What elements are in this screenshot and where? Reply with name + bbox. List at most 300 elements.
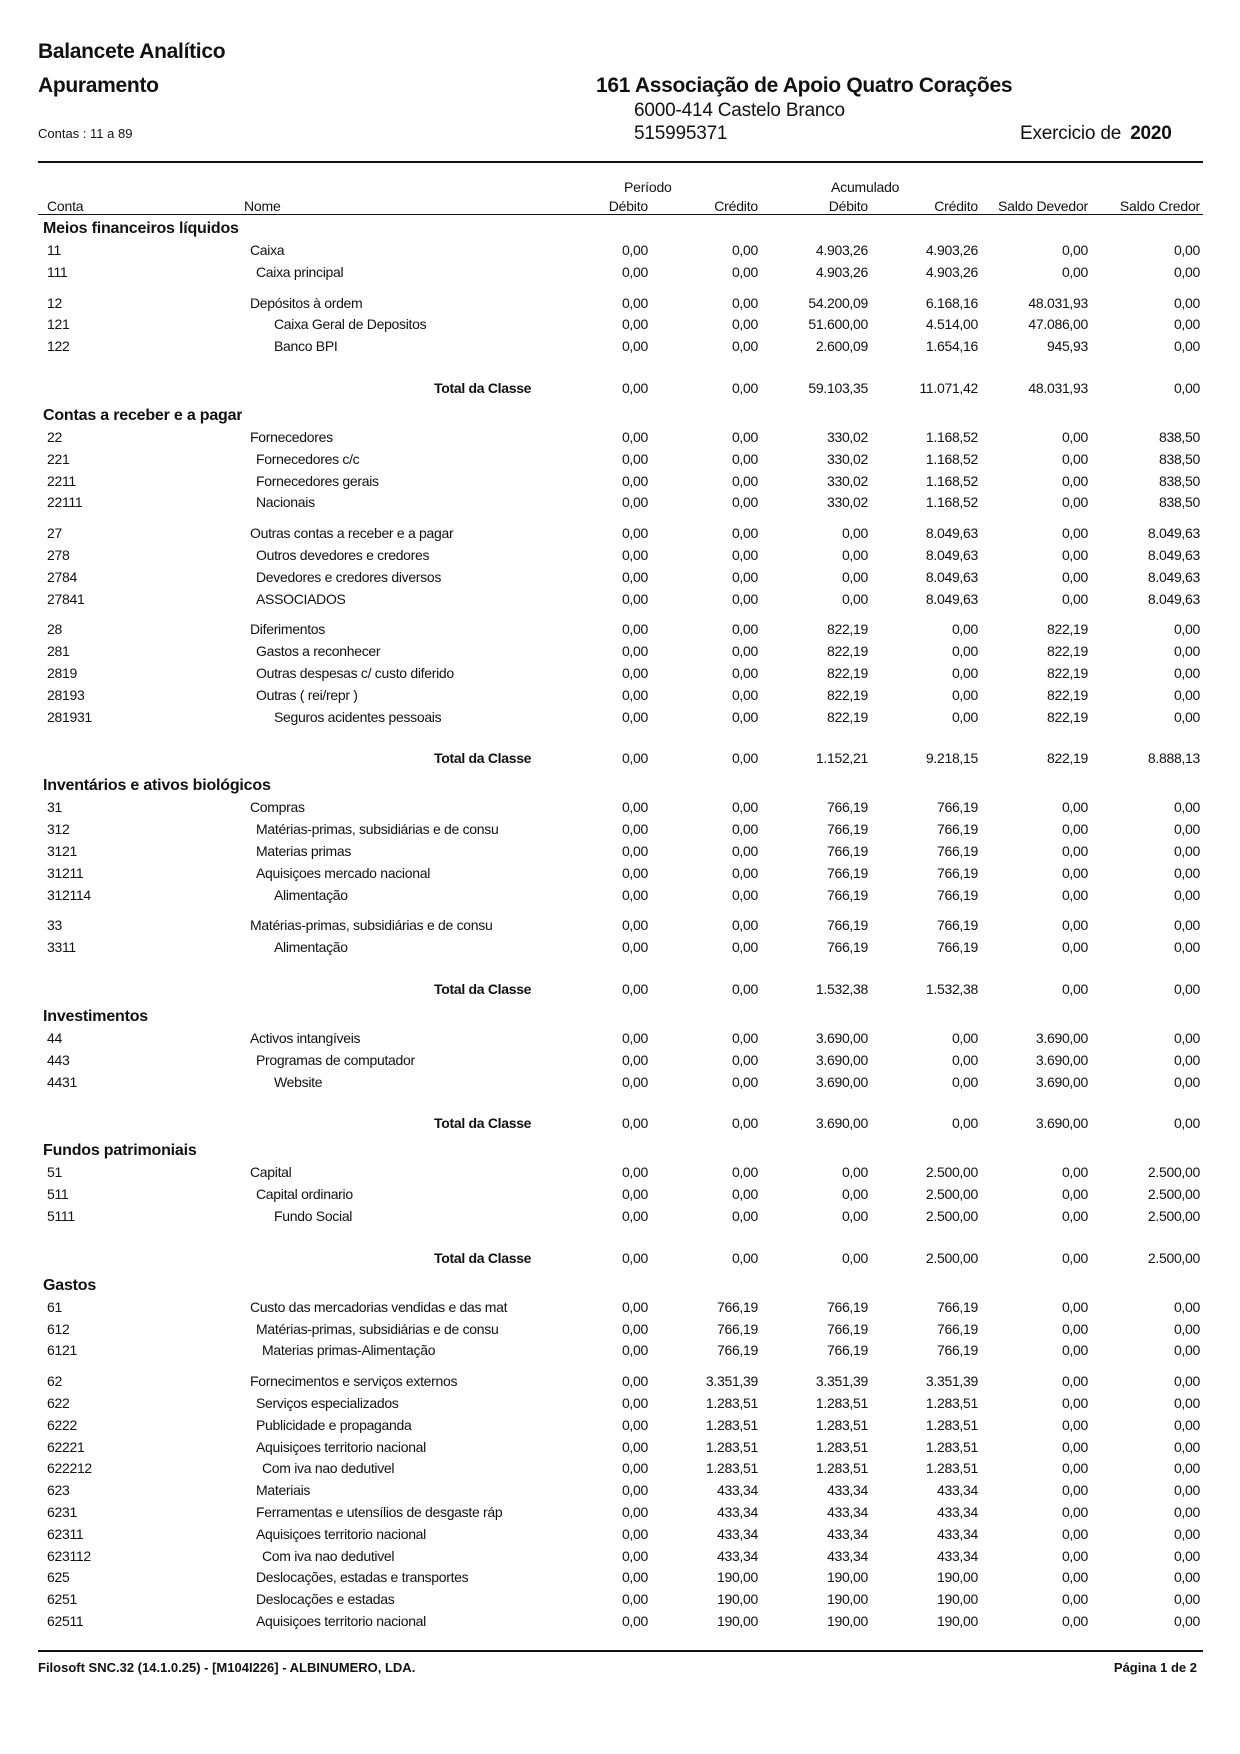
amount-cell: 0,00 xyxy=(731,1030,758,1046)
amount-cell: 766,19 xyxy=(936,886,978,903)
amount-cell: 0,00 xyxy=(1173,1438,1200,1455)
account-name: Matérias-primas, subsidiárias e de consu xyxy=(256,821,499,838)
amount-cell: 0,00 xyxy=(731,686,758,703)
amount-cell: 0,00 xyxy=(1173,1051,1200,1068)
amount-cell: 0,00 xyxy=(1173,1342,1200,1359)
amount-cell: 766,19 xyxy=(826,864,868,881)
amount-cell: 1.283,51 xyxy=(705,1395,758,1411)
account-code: 312114 xyxy=(47,886,91,903)
class-total-amount: 0,00 xyxy=(621,981,648,997)
amount-cell: 433,34 xyxy=(826,1482,868,1499)
amount-cell: 0,00 xyxy=(731,472,758,489)
class-total-amount: 3.690,00 xyxy=(1035,1115,1088,1132)
account-name: Fornecedores c/c xyxy=(256,450,360,467)
amount-cell: 0,00 xyxy=(621,708,648,725)
amount-cell: 766,19 xyxy=(716,1320,758,1337)
amount-cell: 0,00 xyxy=(1173,643,1200,660)
account-code: 28193 xyxy=(47,686,85,703)
amount-cell: 0,00 xyxy=(731,568,758,585)
amount-cell: 822,19 xyxy=(1046,665,1088,681)
amount-cell: 766,19 xyxy=(826,821,868,838)
header-divider xyxy=(38,161,1203,163)
amount-cell: 0,00 xyxy=(1173,1504,1200,1520)
amount-cell: 0,00 xyxy=(621,686,648,703)
amount-cell: 0,00 xyxy=(731,1073,758,1090)
amount-cell: 0,00 xyxy=(731,590,758,607)
account-code: 2211 xyxy=(47,472,76,489)
footer-software: Filosoft SNC.32 (14.1.0.25) - [M104I226] - ALBINUMERO, LDA. xyxy=(38,1660,416,1675)
amount-cell: 766,19 xyxy=(826,939,868,956)
amount-cell: 0,00 xyxy=(1173,1591,1200,1608)
amount-cell: 0,00 xyxy=(841,1208,868,1224)
amount-cell: 0,00 xyxy=(621,1320,648,1337)
amount-cell: 0,00 xyxy=(621,864,648,881)
account-code: 33 xyxy=(47,917,62,934)
account-name: Fundo Social xyxy=(274,1208,353,1224)
account-name: Website xyxy=(274,1073,323,1090)
account-name: Caixa principal xyxy=(256,263,344,280)
class-total-amount: 0,00 xyxy=(1173,1115,1200,1132)
account-code: 625 xyxy=(47,1569,70,1586)
amount-cell: 0,00 xyxy=(1173,1460,1200,1477)
amount-cell: 1.283,51 xyxy=(815,1438,868,1455)
amount-cell: 2.600,09 xyxy=(815,338,868,355)
account-code: 28 xyxy=(47,621,62,638)
account-code: 2819 xyxy=(47,665,77,681)
amount-cell: 0,00 xyxy=(731,799,758,816)
amount-cell: 0,00 xyxy=(731,821,758,838)
amount-cell: 0,00 xyxy=(1173,316,1200,333)
amount-cell: 3.690,00 xyxy=(1035,1073,1088,1090)
class-total-label: Total da Classe xyxy=(434,981,532,997)
amount-cell: 0,00 xyxy=(621,1073,648,1090)
class-total-amount: 59.103,35 xyxy=(808,380,868,396)
amount-cell: 822,19 xyxy=(1046,643,1088,660)
amount-cell: 2.500,00 xyxy=(1147,1164,1200,1181)
amount-cell: 0,00 xyxy=(621,1208,648,1224)
account-code: 281931 xyxy=(47,708,92,725)
account-code: 511 xyxy=(47,1186,69,1203)
account-name: Alimentação xyxy=(274,886,348,903)
amount-cell: 0,00 xyxy=(731,1051,758,1068)
amount-cell: 0,00 xyxy=(1061,939,1088,956)
exercise-label: Exercicio de xyxy=(1020,123,1122,144)
amount-cell: 0,00 xyxy=(621,338,648,355)
account-name: Capital xyxy=(250,1164,292,1181)
amount-cell: 766,19 xyxy=(826,843,868,859)
amount-cell: 0,00 xyxy=(621,525,648,542)
class-total-amount: 0,00 xyxy=(1173,380,1200,396)
amount-cell: 822,19 xyxy=(1046,686,1088,703)
account-name: Materias primas-Alimentação xyxy=(262,1342,436,1359)
amount-cell: 0,00 xyxy=(621,547,648,563)
amount-cell: 8.049,63 xyxy=(1147,525,1200,542)
amount-cell: 766,19 xyxy=(826,917,868,934)
account-name: Caixa Geral de Depositos xyxy=(274,316,427,333)
account-code: 61 xyxy=(47,1298,62,1315)
amount-cell: 1.168,52 xyxy=(925,450,978,467)
amount-cell: 0,00 xyxy=(621,472,648,489)
amount-cell: 0,00 xyxy=(731,494,758,511)
account-code: 3121 xyxy=(47,843,77,859)
amount-cell: 47.086,00 xyxy=(1028,316,1088,333)
section-title: Investimentos xyxy=(43,1008,148,1025)
amount-cell: 0,00 xyxy=(731,338,758,355)
account-name: Custo das mercadorias vendidas e das mat xyxy=(250,1298,508,1315)
amount-cell: 766,19 xyxy=(936,864,978,881)
amount-cell: 0,00 xyxy=(621,1482,648,1499)
account-name: Banco BPI xyxy=(274,338,338,355)
amount-cell: 4.903,26 xyxy=(925,263,978,280)
report-title: Balancete Analítico xyxy=(38,40,226,63)
amount-cell: 0,00 xyxy=(621,1373,648,1390)
amount-cell: 1.168,52 xyxy=(925,472,978,489)
amount-cell: 0,00 xyxy=(731,525,758,542)
class-total-amount: 9.218,15 xyxy=(925,750,978,767)
amount-cell: 0,00 xyxy=(1061,799,1088,816)
account-name: Fornecimentos e serviços externos xyxy=(250,1373,458,1390)
amount-cell: 0,00 xyxy=(621,316,648,333)
amount-cell: 0,00 xyxy=(621,242,648,258)
account-name: Matérias-primas, subsidiárias e de consu xyxy=(250,917,493,934)
class-total-amount: 0,00 xyxy=(731,1115,758,1132)
amount-cell: 3.690,00 xyxy=(1035,1051,1088,1068)
amount-cell: 0,00 xyxy=(731,708,758,725)
amount-cell: 766,19 xyxy=(936,1298,978,1315)
amount-cell: 0,00 xyxy=(951,1073,978,1090)
amount-cell: 0,00 xyxy=(1061,1298,1088,1315)
amount-cell: 190,00 xyxy=(826,1591,868,1608)
account-name: Matérias-primas, subsidiárias e de consu xyxy=(256,1320,499,1337)
amount-cell: 3.690,00 xyxy=(815,1030,868,1046)
amount-cell: 0,00 xyxy=(621,1613,648,1629)
amount-cell: 0,00 xyxy=(731,429,758,445)
column-acumulado-credito: Crédito xyxy=(934,198,978,214)
amount-cell: 1.283,51 xyxy=(925,1395,978,1411)
amount-cell: 0,00 xyxy=(841,568,868,585)
account-name: Fornecedores gerais xyxy=(256,472,379,489)
exercise-year xyxy=(1020,123,1172,145)
amount-cell: 0,00 xyxy=(621,886,648,903)
account-code: 51 xyxy=(47,1164,62,1181)
amount-cell: 0,00 xyxy=(621,494,648,511)
account-code: 27 xyxy=(47,525,62,542)
amount-cell: 766,19 xyxy=(936,1342,978,1359)
account-name: Com iva nao dedutivel xyxy=(262,1547,395,1564)
amount-cell: 8.049,63 xyxy=(925,590,978,607)
amount-cell: 822,19 xyxy=(826,665,868,681)
amount-cell: 4.903,26 xyxy=(815,242,868,258)
amount-cell: 0,00 xyxy=(1061,1164,1088,1181)
amount-cell: 0,00 xyxy=(1061,864,1088,881)
amount-cell: 8.049,63 xyxy=(925,568,978,585)
amount-cell: 0,00 xyxy=(1061,843,1088,859)
amount-cell: 0,00 xyxy=(1173,917,1200,934)
amount-cell: 2.500,00 xyxy=(925,1164,978,1181)
account-code: 612 xyxy=(47,1320,70,1337)
account-name: Aquisiçoes territorio nacional xyxy=(256,1438,426,1455)
column-saldo-credor: Saldo Credor xyxy=(1119,198,1200,214)
amount-cell: 0,00 xyxy=(1061,1342,1088,1359)
account-name: Outros devedores e credores xyxy=(256,547,430,563)
amount-cell: 3.690,00 xyxy=(815,1051,868,1068)
amount-cell: 0,00 xyxy=(1061,1395,1088,1411)
amount-cell: 0,00 xyxy=(1173,799,1200,816)
amount-cell: 0,00 xyxy=(731,1186,758,1203)
amount-cell: 0,00 xyxy=(1173,821,1200,838)
amount-cell: 0,00 xyxy=(951,643,978,660)
account-code: 5111 xyxy=(47,1208,75,1224)
account-code: 62311 xyxy=(47,1525,84,1542)
account-name: Deslocações e estadas xyxy=(256,1591,395,1608)
amount-cell: 2.500,00 xyxy=(1147,1186,1200,1203)
amount-cell: 838,50 xyxy=(1158,472,1200,489)
amount-cell: 0,00 xyxy=(1061,450,1088,467)
amount-cell: 0,00 xyxy=(1173,1030,1200,1046)
amount-cell: 0,00 xyxy=(621,821,648,838)
class-total-amount: 0,00 xyxy=(621,1115,648,1132)
amount-cell: 0,00 xyxy=(1061,1482,1088,1499)
organization-tax-id: 515995371 xyxy=(634,123,728,144)
account-code: 62221 xyxy=(47,1438,85,1455)
amount-cell: 0,00 xyxy=(841,590,868,607)
amount-cell: 766,19 xyxy=(826,1342,868,1359)
amount-cell: 0,00 xyxy=(1173,939,1200,956)
amount-cell: 0,00 xyxy=(621,1460,648,1477)
account-name: Aquisiçoes territorio nacional xyxy=(256,1613,426,1629)
class-total-amount: 0,00 xyxy=(731,1249,758,1266)
amount-cell: 0,00 xyxy=(621,1504,648,1520)
amount-cell: 0,00 xyxy=(731,547,758,563)
amount-cell: 766,19 xyxy=(936,821,978,838)
class-total-amount: 0,00 xyxy=(731,750,758,767)
amount-cell: 0,00 xyxy=(731,843,758,859)
amount-cell: 0,00 xyxy=(621,1525,648,1542)
account-name: Alimentação xyxy=(274,939,348,956)
amount-cell: 822,19 xyxy=(826,686,868,703)
account-name: Aquisiçoes territorio nacional xyxy=(256,1525,426,1542)
account-name: Fornecedores xyxy=(250,429,333,445)
amount-cell: 1.654,16 xyxy=(925,338,978,355)
amount-cell: 0,00 xyxy=(731,864,758,881)
amount-cell: 766,19 xyxy=(826,886,868,903)
amount-cell: 3.351,39 xyxy=(925,1373,978,1390)
amount-cell: 0,00 xyxy=(731,1164,758,1181)
account-code: 111 xyxy=(47,263,68,280)
amount-cell: 0,00 xyxy=(1061,1613,1088,1629)
class-total-amount: 0,00 xyxy=(621,1249,648,1266)
amount-cell: 3.351,39 xyxy=(815,1373,868,1390)
column-nome: Nome xyxy=(244,198,281,214)
amount-cell: 1.168,52 xyxy=(925,429,978,445)
amount-cell: 0,00 xyxy=(1061,1525,1088,1542)
account-code: 278 xyxy=(47,547,70,563)
amount-cell: 0,00 xyxy=(1173,1395,1200,1411)
amount-cell: 8.049,63 xyxy=(1147,547,1200,563)
amount-cell: 766,19 xyxy=(936,939,978,956)
amount-cell: 0,00 xyxy=(621,294,648,311)
amount-cell: 0,00 xyxy=(1061,1547,1088,1564)
amount-cell: 0,00 xyxy=(1061,1504,1088,1520)
amount-cell: 8.049,63 xyxy=(925,547,978,563)
amount-cell: 330,02 xyxy=(826,494,868,511)
amount-cell: 0,00 xyxy=(1173,1298,1200,1315)
exercise-year-value: 2020 xyxy=(1130,123,1172,144)
amount-cell: 8.049,63 xyxy=(1147,590,1200,607)
amount-cell: 766,19 xyxy=(936,1320,978,1337)
account-code: 44 xyxy=(47,1030,62,1046)
amount-cell: 0,00 xyxy=(621,939,648,956)
amount-cell: 4.903,26 xyxy=(925,242,978,258)
amount-cell: 433,34 xyxy=(826,1525,868,1542)
amount-cell: 0,00 xyxy=(1061,1373,1088,1390)
amount-cell: 1.283,51 xyxy=(815,1395,868,1411)
amount-cell: 822,19 xyxy=(1046,621,1088,638)
amount-cell: 0,00 xyxy=(951,686,978,703)
account-code: 281 xyxy=(47,643,70,660)
amount-cell: 0,00 xyxy=(1061,568,1088,585)
amount-cell: 0,00 xyxy=(621,1416,648,1433)
account-name: Deslocações, estadas e transportes xyxy=(256,1569,469,1586)
amount-cell: 0,00 xyxy=(621,1438,648,1455)
amount-cell: 0,00 xyxy=(731,1208,758,1224)
account-name: Nacionais xyxy=(256,494,315,511)
account-code: 11 xyxy=(47,242,61,258)
account-code: 443 xyxy=(47,1051,70,1068)
account-name: Compras xyxy=(250,799,305,816)
amount-cell: 0,00 xyxy=(1173,1320,1200,1337)
account-code: 27841 xyxy=(47,590,85,607)
amount-cell: 48.031,93 xyxy=(1028,294,1088,311)
amount-cell: 0,00 xyxy=(1173,1416,1200,1433)
amount-cell: 0,00 xyxy=(1173,708,1200,725)
account-code: 31 xyxy=(47,799,62,816)
amount-cell: 0,00 xyxy=(1173,1569,1200,1586)
amount-cell: 0,00 xyxy=(1061,1460,1088,1477)
amount-cell: 0,00 xyxy=(1061,263,1088,280)
amount-cell: 0,00 xyxy=(621,1030,648,1046)
amount-cell: 838,50 xyxy=(1158,494,1200,511)
account-name: Diferimentos xyxy=(250,621,325,638)
account-name: Gastos a reconhecer xyxy=(256,643,381,660)
amount-cell: 330,02 xyxy=(826,472,868,489)
amount-cell: 0,00 xyxy=(1061,547,1088,563)
class-total-amount: 1.532,38 xyxy=(815,981,868,997)
amount-cell: 0,00 xyxy=(1061,525,1088,542)
account-code: 6222 xyxy=(47,1416,77,1433)
amount-cell: 1.283,51 xyxy=(705,1460,758,1477)
amount-cell: 0,00 xyxy=(731,450,758,467)
amount-cell: 0,00 xyxy=(951,621,978,638)
amount-cell: 1.283,51 xyxy=(925,1460,978,1477)
amount-cell: 0,00 xyxy=(731,917,758,934)
amount-cell: 2.500,00 xyxy=(925,1186,978,1203)
amount-cell: 433,34 xyxy=(826,1504,868,1520)
account-name: ASSOCIADOS xyxy=(256,590,346,607)
class-total-amount: 0,00 xyxy=(621,380,648,396)
class-total-amount: 8.888,13 xyxy=(1147,750,1200,767)
account-code: 221 xyxy=(47,450,70,467)
amount-cell: 0,00 xyxy=(1173,1373,1200,1390)
amount-cell: 766,19 xyxy=(826,1320,868,1337)
amount-cell: 190,00 xyxy=(936,1613,978,1629)
amount-cell: 0,00 xyxy=(621,1569,648,1586)
amount-cell: 0,00 xyxy=(841,1164,868,1181)
amount-cell: 190,00 xyxy=(716,1591,758,1608)
footer-page-number: Página 1 de 2 xyxy=(1113,1660,1197,1675)
amount-cell: 0,00 xyxy=(1173,1547,1200,1564)
amount-cell: 0,00 xyxy=(621,450,648,467)
account-name: Seguros acidentes pessoais xyxy=(274,708,442,725)
amount-cell: 0,00 xyxy=(1173,843,1200,859)
amount-cell: 0,00 xyxy=(1173,621,1200,638)
amount-cell: 0,00 xyxy=(951,1051,978,1068)
amount-cell: 1.168,52 xyxy=(925,494,978,511)
amount-cell: 0,00 xyxy=(621,429,648,445)
class-total-label: Total da Classe xyxy=(434,1115,532,1132)
amount-cell: 330,02 xyxy=(826,450,868,467)
account-name: Outras contas a receber e a pagar xyxy=(250,525,454,542)
amount-cell: 766,19 xyxy=(716,1342,758,1359)
footer-divider xyxy=(38,1650,1203,1652)
amount-cell: 0,00 xyxy=(1061,1208,1088,1224)
amount-cell: 0,00 xyxy=(621,643,648,660)
amount-cell: 0,00 xyxy=(1061,1438,1088,1455)
amount-cell: 2.500,00 xyxy=(1147,1208,1200,1224)
amount-cell: 0,00 xyxy=(621,1547,648,1564)
amount-cell: 0,00 xyxy=(1173,1073,1200,1090)
amount-cell: 0,00 xyxy=(731,643,758,660)
amount-cell: 0,00 xyxy=(1173,338,1200,355)
report-subtitle: Apuramento xyxy=(38,74,159,97)
account-name: Activos intangíveis xyxy=(250,1030,361,1046)
class-total-amount: 48.031,93 xyxy=(1028,380,1088,396)
amount-cell: 0,00 xyxy=(1173,1525,1200,1542)
account-code: 22111 xyxy=(47,494,83,511)
class-total-amount: 0,00 xyxy=(621,750,648,767)
account-name: Depósitos à ordem xyxy=(250,294,363,311)
section-title: Gastos xyxy=(43,1276,97,1294)
amount-cell: 190,00 xyxy=(716,1613,758,1629)
amount-cell: 945,93 xyxy=(1046,338,1088,355)
amount-cell: 1.283,51 xyxy=(705,1438,758,1455)
accounts-range: Contas : 11 a 89 xyxy=(38,126,133,141)
class-total-amount: 1.532,38 xyxy=(925,981,978,997)
amount-cell: 0,00 xyxy=(1173,665,1200,681)
amount-cell: 3.690,00 xyxy=(1035,1030,1088,1046)
amount-cell: 1.283,51 xyxy=(925,1438,978,1455)
amount-cell: 0,00 xyxy=(621,1298,648,1315)
account-code: 6231 xyxy=(47,1504,77,1520)
class-total-amount: 11.071,42 xyxy=(919,380,978,396)
amount-cell: 3.690,00 xyxy=(815,1073,868,1090)
column-saldo-devedor: Saldo Devedor xyxy=(997,198,1088,214)
account-code: 62 xyxy=(47,1373,62,1390)
amount-cell: 190,00 xyxy=(826,1613,868,1629)
amount-cell: 0,00 xyxy=(621,1051,648,1068)
amount-cell: 0,00 xyxy=(731,242,758,258)
account-name: Capital ordinario xyxy=(256,1186,353,1203)
amount-cell: 433,34 xyxy=(716,1525,758,1542)
amount-cell: 0,00 xyxy=(841,525,868,542)
amount-cell: 433,34 xyxy=(716,1482,758,1499)
amount-cell: 0,00 xyxy=(841,1186,868,1203)
amount-cell: 0,00 xyxy=(1061,917,1088,934)
account-code: 622212 xyxy=(47,1460,92,1477)
amount-cell: 1.283,51 xyxy=(705,1416,758,1433)
organization-address: 6000-414 Castelo Branco xyxy=(634,100,845,121)
class-total-amount: 0,00 xyxy=(1061,1249,1088,1266)
